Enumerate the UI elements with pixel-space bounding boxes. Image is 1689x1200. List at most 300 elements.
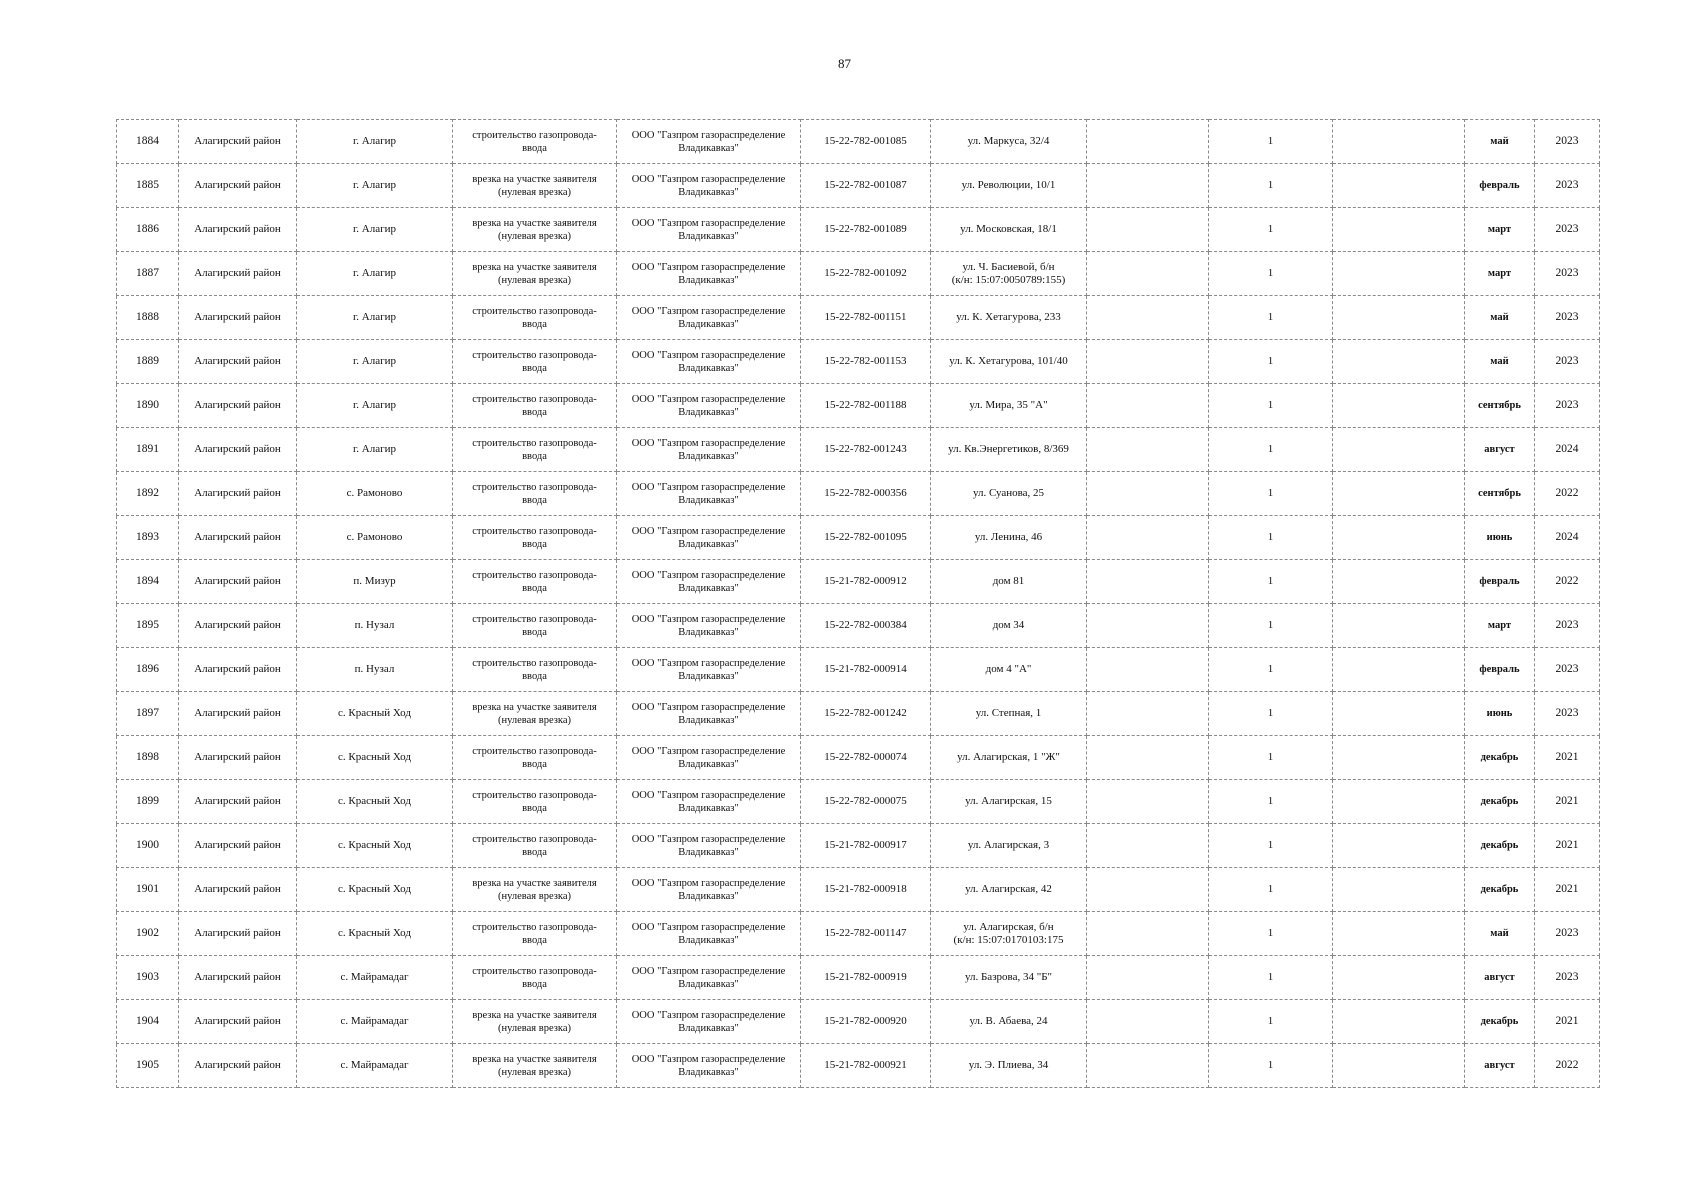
cell-work-type-line: строительство газопровода- xyxy=(472,525,597,537)
table-row xyxy=(117,1000,1600,1044)
cell-blank xyxy=(1087,516,1209,560)
cell-address-line: дом 81 xyxy=(992,575,1025,587)
cell-settlement: г. Алагир xyxy=(297,164,453,208)
cell-contract-number: 15-22-782-001087 xyxy=(801,164,931,208)
cell-organization-line: ООО "Газпром газораспределение xyxy=(631,393,786,405)
cell-organization-line: ООО "Газпром газораспределение xyxy=(631,701,786,713)
cell-address-line: ул. Алагирская, б/н xyxy=(963,920,1054,933)
cell-organization-line: ООО "Газпром газораспределение xyxy=(631,217,786,229)
cell-month: август xyxy=(1465,956,1535,1000)
cell-quantity: 1 xyxy=(1209,736,1333,780)
cell-blank xyxy=(1333,1000,1465,1044)
cell-organization-line: ООО "Газпром газораспределение xyxy=(631,261,786,273)
cell-settlement: с. Красный Ход xyxy=(297,736,453,780)
table-row xyxy=(117,472,1600,516)
cell-district: Алагирский район xyxy=(179,692,297,736)
cell-organization-line: ООО "Газпром газораспределение xyxy=(631,525,786,537)
cell-organization xyxy=(617,384,801,428)
cell-year: 2023 xyxy=(1535,164,1600,208)
cell-work-type-line: строительство газопровода- xyxy=(472,613,597,625)
cell-organization-line: Владикавказ" xyxy=(678,362,739,374)
cell-organization xyxy=(617,824,801,868)
cell-work-type xyxy=(453,384,617,428)
cell-work-type-line: ввода xyxy=(522,758,547,770)
cell-work-type xyxy=(453,428,617,472)
cell-number: 1897 xyxy=(117,692,179,736)
cell-quantity: 1 xyxy=(1209,560,1333,604)
cell-work-type-line: ввода xyxy=(522,846,547,858)
cell-blank xyxy=(1333,868,1465,912)
cell-organization xyxy=(617,428,801,472)
cell-quantity: 1 xyxy=(1209,868,1333,912)
cell-address-line: ул. Алагирская, 1 "Ж" xyxy=(957,751,1060,763)
cell-contract-number: 15-22-782-001095 xyxy=(801,516,931,560)
cell-work-type xyxy=(453,1000,617,1044)
cell-address xyxy=(931,252,1087,296)
cell-number: 1904 xyxy=(117,1000,179,1044)
cell-district: Алагирский район xyxy=(179,736,297,780)
cell-blank xyxy=(1087,648,1209,692)
cell-organization xyxy=(617,1044,801,1088)
cell-year: 2023 xyxy=(1535,252,1600,296)
cell-work-type-line: ввода xyxy=(522,670,547,682)
cell-address-line: ул. Мира, 35 "А" xyxy=(969,399,1048,411)
cell-year: 2023 xyxy=(1535,692,1600,736)
cell-blank xyxy=(1333,120,1465,164)
cell-blank xyxy=(1333,296,1465,340)
cell-blank xyxy=(1087,340,1209,384)
cell-work-type-line: врезка на участке заявителя xyxy=(472,701,597,713)
cell-blank xyxy=(1087,1000,1209,1044)
cell-settlement: с. Красный Ход xyxy=(297,868,453,912)
cell-address-line: ул. Революции, 10/1 xyxy=(961,179,1056,191)
cell-address xyxy=(931,912,1087,956)
cell-quantity: 1 xyxy=(1209,120,1333,164)
cell-settlement: г. Алагир xyxy=(297,252,453,296)
cell-organization-line: ООО "Газпром газораспределение xyxy=(631,833,786,845)
cell-settlement: п. Мизур xyxy=(297,560,453,604)
cell-organization xyxy=(617,208,801,252)
cell-year: 2023 xyxy=(1535,648,1600,692)
cell-address xyxy=(931,208,1087,252)
cell-year: 2024 xyxy=(1535,428,1600,472)
table-row xyxy=(117,296,1600,340)
cell-work-type xyxy=(453,736,617,780)
cell-organization-line: Владикавказ" xyxy=(678,538,739,550)
cell-address-line: ул. Базрова, 34 "Б" xyxy=(964,971,1053,983)
cell-quantity: 1 xyxy=(1209,208,1333,252)
cell-organization-line: Владикавказ" xyxy=(678,758,739,770)
cell-year: 2022 xyxy=(1535,472,1600,516)
cell-organization-line: ООО "Газпром газораспределение xyxy=(631,1009,786,1021)
cell-work-type xyxy=(453,296,617,340)
table-row xyxy=(117,560,1600,604)
table-row xyxy=(117,252,1600,296)
cell-organization-line: Владикавказ" xyxy=(678,714,739,726)
cell-month: декабрь xyxy=(1465,868,1535,912)
cell-quantity: 1 xyxy=(1209,824,1333,868)
cell-work-type xyxy=(453,648,617,692)
cell-settlement: с. Майрамадаг xyxy=(297,1044,453,1088)
cell-settlement: с. Майрамадаг xyxy=(297,1000,453,1044)
cell-month: май xyxy=(1465,120,1535,164)
cell-organization-line: ООО "Газпром газораспределение xyxy=(631,173,786,185)
cell-organization-line: ООО "Газпром газораспределение xyxy=(631,437,786,449)
cell-blank xyxy=(1333,1044,1465,1088)
cell-organization-line: Владикавказ" xyxy=(678,230,739,242)
cell-settlement: г. Алагир xyxy=(297,340,453,384)
cell-organization xyxy=(617,252,801,296)
cell-work-type-line: (нулевая врезка) xyxy=(498,274,571,286)
cell-organization-line: ООО "Газпром газораспределение xyxy=(631,481,786,493)
cell-work-type-line: ввода xyxy=(522,582,547,594)
cell-number: 1893 xyxy=(117,516,179,560)
cell-year: 2023 xyxy=(1535,912,1600,956)
cell-month: май xyxy=(1465,340,1535,384)
cell-district: Алагирский район xyxy=(179,1000,297,1044)
cell-number: 1886 xyxy=(117,208,179,252)
cell-work-type-line: врезка на участке заявителя xyxy=(472,173,597,185)
cell-address xyxy=(931,648,1087,692)
cell-organization-line: ООО "Газпром газораспределение xyxy=(631,613,786,625)
cell-blank xyxy=(1087,120,1209,164)
cell-address-line: ул. Алагирская, 3 xyxy=(967,839,1050,851)
cell-work-type-line: ввода xyxy=(522,450,547,462)
cell-blank xyxy=(1087,956,1209,1000)
cell-work-type-line: (нулевая врезка) xyxy=(498,186,571,198)
cell-organization-line: ООО "Газпром газораспределение xyxy=(631,349,786,361)
cell-settlement: с. Рамоново xyxy=(297,472,453,516)
cell-address-line: ул. Алагирская, 42 xyxy=(965,883,1052,895)
cell-organization xyxy=(617,472,801,516)
cell-contract-number: 15-21-782-000912 xyxy=(801,560,931,604)
cell-quantity: 1 xyxy=(1209,1000,1333,1044)
cell-quantity: 1 xyxy=(1209,340,1333,384)
cell-address-line: (к/н: 15:07:0050789:155) xyxy=(951,273,1066,286)
cell-contract-number: 15-22-782-000356 xyxy=(801,472,931,516)
cell-month: сентябрь xyxy=(1465,384,1535,428)
cell-blank xyxy=(1333,956,1465,1000)
cell-work-type xyxy=(453,164,617,208)
cell-address xyxy=(931,560,1087,604)
cell-contract-number: 15-21-782-000921 xyxy=(801,1044,931,1088)
cell-blank xyxy=(1087,472,1209,516)
cell-quantity: 1 xyxy=(1209,648,1333,692)
cell-contract-number: 15-21-782-000920 xyxy=(801,1000,931,1044)
cell-organization-line: Владикавказ" xyxy=(678,318,739,330)
cell-work-type-line: строительство газопровода- xyxy=(472,745,597,757)
cell-work-type-line: строительство газопровода- xyxy=(472,437,597,449)
cell-organization-line: Владикавказ" xyxy=(678,934,739,946)
cell-blank xyxy=(1087,736,1209,780)
cell-work-type-line: врезка на участке заявителя xyxy=(472,217,597,229)
cell-year: 2023 xyxy=(1535,208,1600,252)
cell-month: декабрь xyxy=(1465,1000,1535,1044)
cell-district: Алагирский район xyxy=(179,956,297,1000)
table-row xyxy=(117,384,1600,428)
cell-work-type-line: строительство газопровода- xyxy=(472,789,597,801)
cell-organization-line: Владикавказ" xyxy=(678,494,739,506)
cell-quantity: 1 xyxy=(1209,956,1333,1000)
cell-work-type-line: ввода xyxy=(522,802,547,814)
cell-blank xyxy=(1087,1044,1209,1088)
cell-work-type-line: строительство газопровода- xyxy=(472,657,597,669)
cell-address xyxy=(931,736,1087,780)
cell-work-type xyxy=(453,516,617,560)
cell-organization-line: Владикавказ" xyxy=(678,582,739,594)
cell-number: 1891 xyxy=(117,428,179,472)
cell-work-type-line: ввода xyxy=(522,318,547,330)
cell-year: 2021 xyxy=(1535,736,1600,780)
cell-year: 2022 xyxy=(1535,1044,1600,1088)
cell-organization xyxy=(617,736,801,780)
cell-blank xyxy=(1333,428,1465,472)
cell-contract-number: 15-22-782-000384 xyxy=(801,604,931,648)
cell-settlement: г. Алагир xyxy=(297,208,453,252)
cell-blank xyxy=(1333,692,1465,736)
cell-blank xyxy=(1087,824,1209,868)
cell-number: 1892 xyxy=(117,472,179,516)
cell-address-line: ул. Московская, 18/1 xyxy=(960,223,1057,235)
cell-address-line: ул. К. Хетагурова, 233 xyxy=(956,311,1061,323)
cell-organization xyxy=(617,296,801,340)
cell-settlement: с. Рамоново xyxy=(297,516,453,560)
cell-blank xyxy=(1333,164,1465,208)
cell-quantity: 1 xyxy=(1209,912,1333,956)
cell-settlement: г. Алагир xyxy=(297,384,453,428)
cell-address xyxy=(931,604,1087,648)
cell-organization-line: Владикавказ" xyxy=(678,626,739,638)
cell-contract-number: 15-21-782-000919 xyxy=(801,956,931,1000)
table-row xyxy=(117,780,1600,824)
cell-work-type-line: врезка на участке заявителя xyxy=(472,877,597,889)
table-row xyxy=(117,340,1600,384)
cell-address-line: ул. Маркуса, 32/4 xyxy=(967,135,1050,147)
cell-number: 1894 xyxy=(117,560,179,604)
cell-organization-line: Владикавказ" xyxy=(678,186,739,198)
cell-quantity: 1 xyxy=(1209,780,1333,824)
cell-work-type-line: врезка на участке заявителя xyxy=(472,1009,597,1021)
cell-month: май xyxy=(1465,296,1535,340)
cell-year: 2024 xyxy=(1535,516,1600,560)
cell-work-type-line: ввода xyxy=(522,538,547,550)
cell-address-line: ул. Степная, 1 xyxy=(975,707,1042,719)
cell-work-type-line: врезка на участке заявителя xyxy=(472,261,597,273)
cell-address xyxy=(931,296,1087,340)
cell-quantity: 1 xyxy=(1209,164,1333,208)
cell-organization xyxy=(617,692,801,736)
cell-contract-number: 15-22-782-001151 xyxy=(801,296,931,340)
cell-year: 2021 xyxy=(1535,824,1600,868)
table-row xyxy=(117,1044,1600,1088)
cell-blank xyxy=(1087,296,1209,340)
cell-organization-line: ООО "Газпром газораспределение xyxy=(631,129,786,141)
cell-address xyxy=(931,780,1087,824)
cell-address-line: дом 4 "А" xyxy=(985,663,1032,675)
cell-settlement: с. Красный Ход xyxy=(297,692,453,736)
cell-quantity: 1 xyxy=(1209,1044,1333,1088)
table-row xyxy=(117,868,1600,912)
cell-quantity: 1 xyxy=(1209,516,1333,560)
cell-organization-line: Владикавказ" xyxy=(678,1022,739,1034)
cell-month: май xyxy=(1465,912,1535,956)
cell-organization-line: ООО "Газпром газораспределение xyxy=(631,569,786,581)
table-row xyxy=(117,824,1600,868)
cell-year: 2021 xyxy=(1535,1000,1600,1044)
cell-organization xyxy=(617,956,801,1000)
cell-month: сентябрь xyxy=(1465,472,1535,516)
table-row xyxy=(117,120,1600,164)
cell-contract-number: 15-22-782-001188 xyxy=(801,384,931,428)
cell-blank xyxy=(1087,164,1209,208)
cell-number: 1899 xyxy=(117,780,179,824)
cell-district: Алагирский район xyxy=(179,164,297,208)
cell-organization xyxy=(617,648,801,692)
cell-month: март xyxy=(1465,604,1535,648)
cell-organization-line: ООО "Газпром газораспределение xyxy=(631,877,786,889)
cell-district: Алагирский район xyxy=(179,780,297,824)
cell-blank xyxy=(1333,912,1465,956)
cell-work-type-line: строительство газопровода- xyxy=(472,481,597,493)
cell-number: 1884 xyxy=(117,120,179,164)
page-number: 87 xyxy=(838,56,851,71)
cell-work-type-line: (нулевая врезка) xyxy=(498,230,571,242)
cell-work-type-line: строительство газопровода- xyxy=(472,349,597,361)
cell-address-line: ул. Ч. Басиевой, б/н xyxy=(962,260,1055,273)
cell-work-type-line: (нулевая врезка) xyxy=(498,1022,571,1034)
cell-quantity: 1 xyxy=(1209,604,1333,648)
cell-blank xyxy=(1087,384,1209,428)
cell-contract-number: 15-22-782-001089 xyxy=(801,208,931,252)
cell-settlement: г. Алагир xyxy=(297,428,453,472)
cell-number: 1885 xyxy=(117,164,179,208)
cell-month: февраль xyxy=(1465,648,1535,692)
cell-address xyxy=(931,164,1087,208)
cell-organization xyxy=(617,340,801,384)
cell-blank xyxy=(1333,604,1465,648)
cell-blank xyxy=(1087,252,1209,296)
cell-blank xyxy=(1333,648,1465,692)
table-row xyxy=(117,648,1600,692)
cell-district: Алагирский район xyxy=(179,208,297,252)
cell-year: 2023 xyxy=(1535,120,1600,164)
cell-contract-number: 15-22-782-001092 xyxy=(801,252,931,296)
cell-address-line: дом 34 xyxy=(992,619,1025,631)
cell-organization-line: Владикавказ" xyxy=(678,670,739,682)
cell-number: 1901 xyxy=(117,868,179,912)
cell-quantity: 1 xyxy=(1209,296,1333,340)
cell-organization-line: Владикавказ" xyxy=(678,450,739,462)
cell-address xyxy=(931,340,1087,384)
cell-organization-line: Владикавказ" xyxy=(678,142,739,154)
cell-work-type-line: ввода xyxy=(522,142,547,154)
cell-month: март xyxy=(1465,252,1535,296)
cell-settlement: с. Красный Ход xyxy=(297,824,453,868)
cell-work-type-line: врезка на участке заявителя xyxy=(472,1053,597,1065)
cell-work-type-line: (нулевая врезка) xyxy=(498,1066,571,1078)
cell-blank xyxy=(1333,340,1465,384)
cell-address xyxy=(931,956,1087,1000)
cell-month: июнь xyxy=(1465,692,1535,736)
cell-organization xyxy=(617,604,801,648)
cell-work-type-line: ввода xyxy=(522,406,547,418)
cell-settlement: с. Майрамадаг xyxy=(297,956,453,1000)
cell-work-type xyxy=(453,692,617,736)
cell-district: Алагирский район xyxy=(179,516,297,560)
cell-month: февраль xyxy=(1465,560,1535,604)
cell-organization-line: Владикавказ" xyxy=(678,1066,739,1078)
cell-quantity: 1 xyxy=(1209,472,1333,516)
cell-work-type-line: строительство газопровода- xyxy=(472,305,597,317)
cell-organization-line: ООО "Газпром газораспределение xyxy=(631,965,786,977)
cell-organization-line: ООО "Газпром газораспределение xyxy=(631,305,786,317)
table-row xyxy=(117,208,1600,252)
table-row xyxy=(117,692,1600,736)
table-row xyxy=(117,956,1600,1000)
cell-blank xyxy=(1333,472,1465,516)
cell-address xyxy=(931,516,1087,560)
cell-quantity: 1 xyxy=(1209,252,1333,296)
cell-number: 1900 xyxy=(117,824,179,868)
cell-address xyxy=(931,428,1087,472)
cell-district: Алагирский район xyxy=(179,604,297,648)
cell-organization xyxy=(617,912,801,956)
table-row xyxy=(117,428,1600,472)
cell-organization xyxy=(617,1000,801,1044)
cell-address-line: ул. Суанова, 25 xyxy=(972,487,1045,499)
cell-address xyxy=(931,1000,1087,1044)
cell-month: декабрь xyxy=(1465,736,1535,780)
cell-district: Алагирский район xyxy=(179,252,297,296)
cell-month: февраль xyxy=(1465,164,1535,208)
table-row xyxy=(117,164,1600,208)
cell-district: Алагирский район xyxy=(179,428,297,472)
cell-year: 2023 xyxy=(1535,296,1600,340)
cell-organization xyxy=(617,164,801,208)
cell-organization-line: Владикавказ" xyxy=(678,274,739,286)
cell-year: 2022 xyxy=(1535,560,1600,604)
cell-address-line: ул. Э. Плиева, 34 xyxy=(968,1059,1049,1071)
cell-organization-line: ООО "Газпром газораспределение xyxy=(631,789,786,801)
cell-work-type xyxy=(453,912,617,956)
cell-address-line: ул. Кв.Энергетиков, 8/369 xyxy=(948,443,1069,455)
cell-address xyxy=(931,120,1087,164)
cell-settlement: г. Алагир xyxy=(297,120,453,164)
cell-quantity: 1 xyxy=(1209,428,1333,472)
cell-number: 1896 xyxy=(117,648,179,692)
cell-month: декабрь xyxy=(1465,780,1535,824)
cell-number: 1895 xyxy=(117,604,179,648)
cell-contract-number: 15-22-782-001153 xyxy=(801,340,931,384)
cell-district: Алагирский район xyxy=(179,120,297,164)
cell-address xyxy=(931,384,1087,428)
cell-contract-number: 15-21-782-000918 xyxy=(801,868,931,912)
cell-quantity: 1 xyxy=(1209,692,1333,736)
cell-year: 2023 xyxy=(1535,604,1600,648)
cell-district: Алагирский район xyxy=(179,560,297,604)
cell-work-type xyxy=(453,824,617,868)
cell-district: Алагирский район xyxy=(179,296,297,340)
cell-month: декабрь xyxy=(1465,824,1535,868)
cell-organization xyxy=(617,868,801,912)
cell-organization-line: Владикавказ" xyxy=(678,846,739,858)
cell-organization-line: Владикавказ" xyxy=(678,890,739,902)
cell-organization-line: ООО "Газпром газораспределение xyxy=(631,921,786,933)
cell-work-type-line: ввода xyxy=(522,934,547,946)
cell-work-type-line: ввода xyxy=(522,494,547,506)
cell-work-type-line: строительство газопровода- xyxy=(472,569,597,581)
cell-contract-number: 15-21-782-000917 xyxy=(801,824,931,868)
